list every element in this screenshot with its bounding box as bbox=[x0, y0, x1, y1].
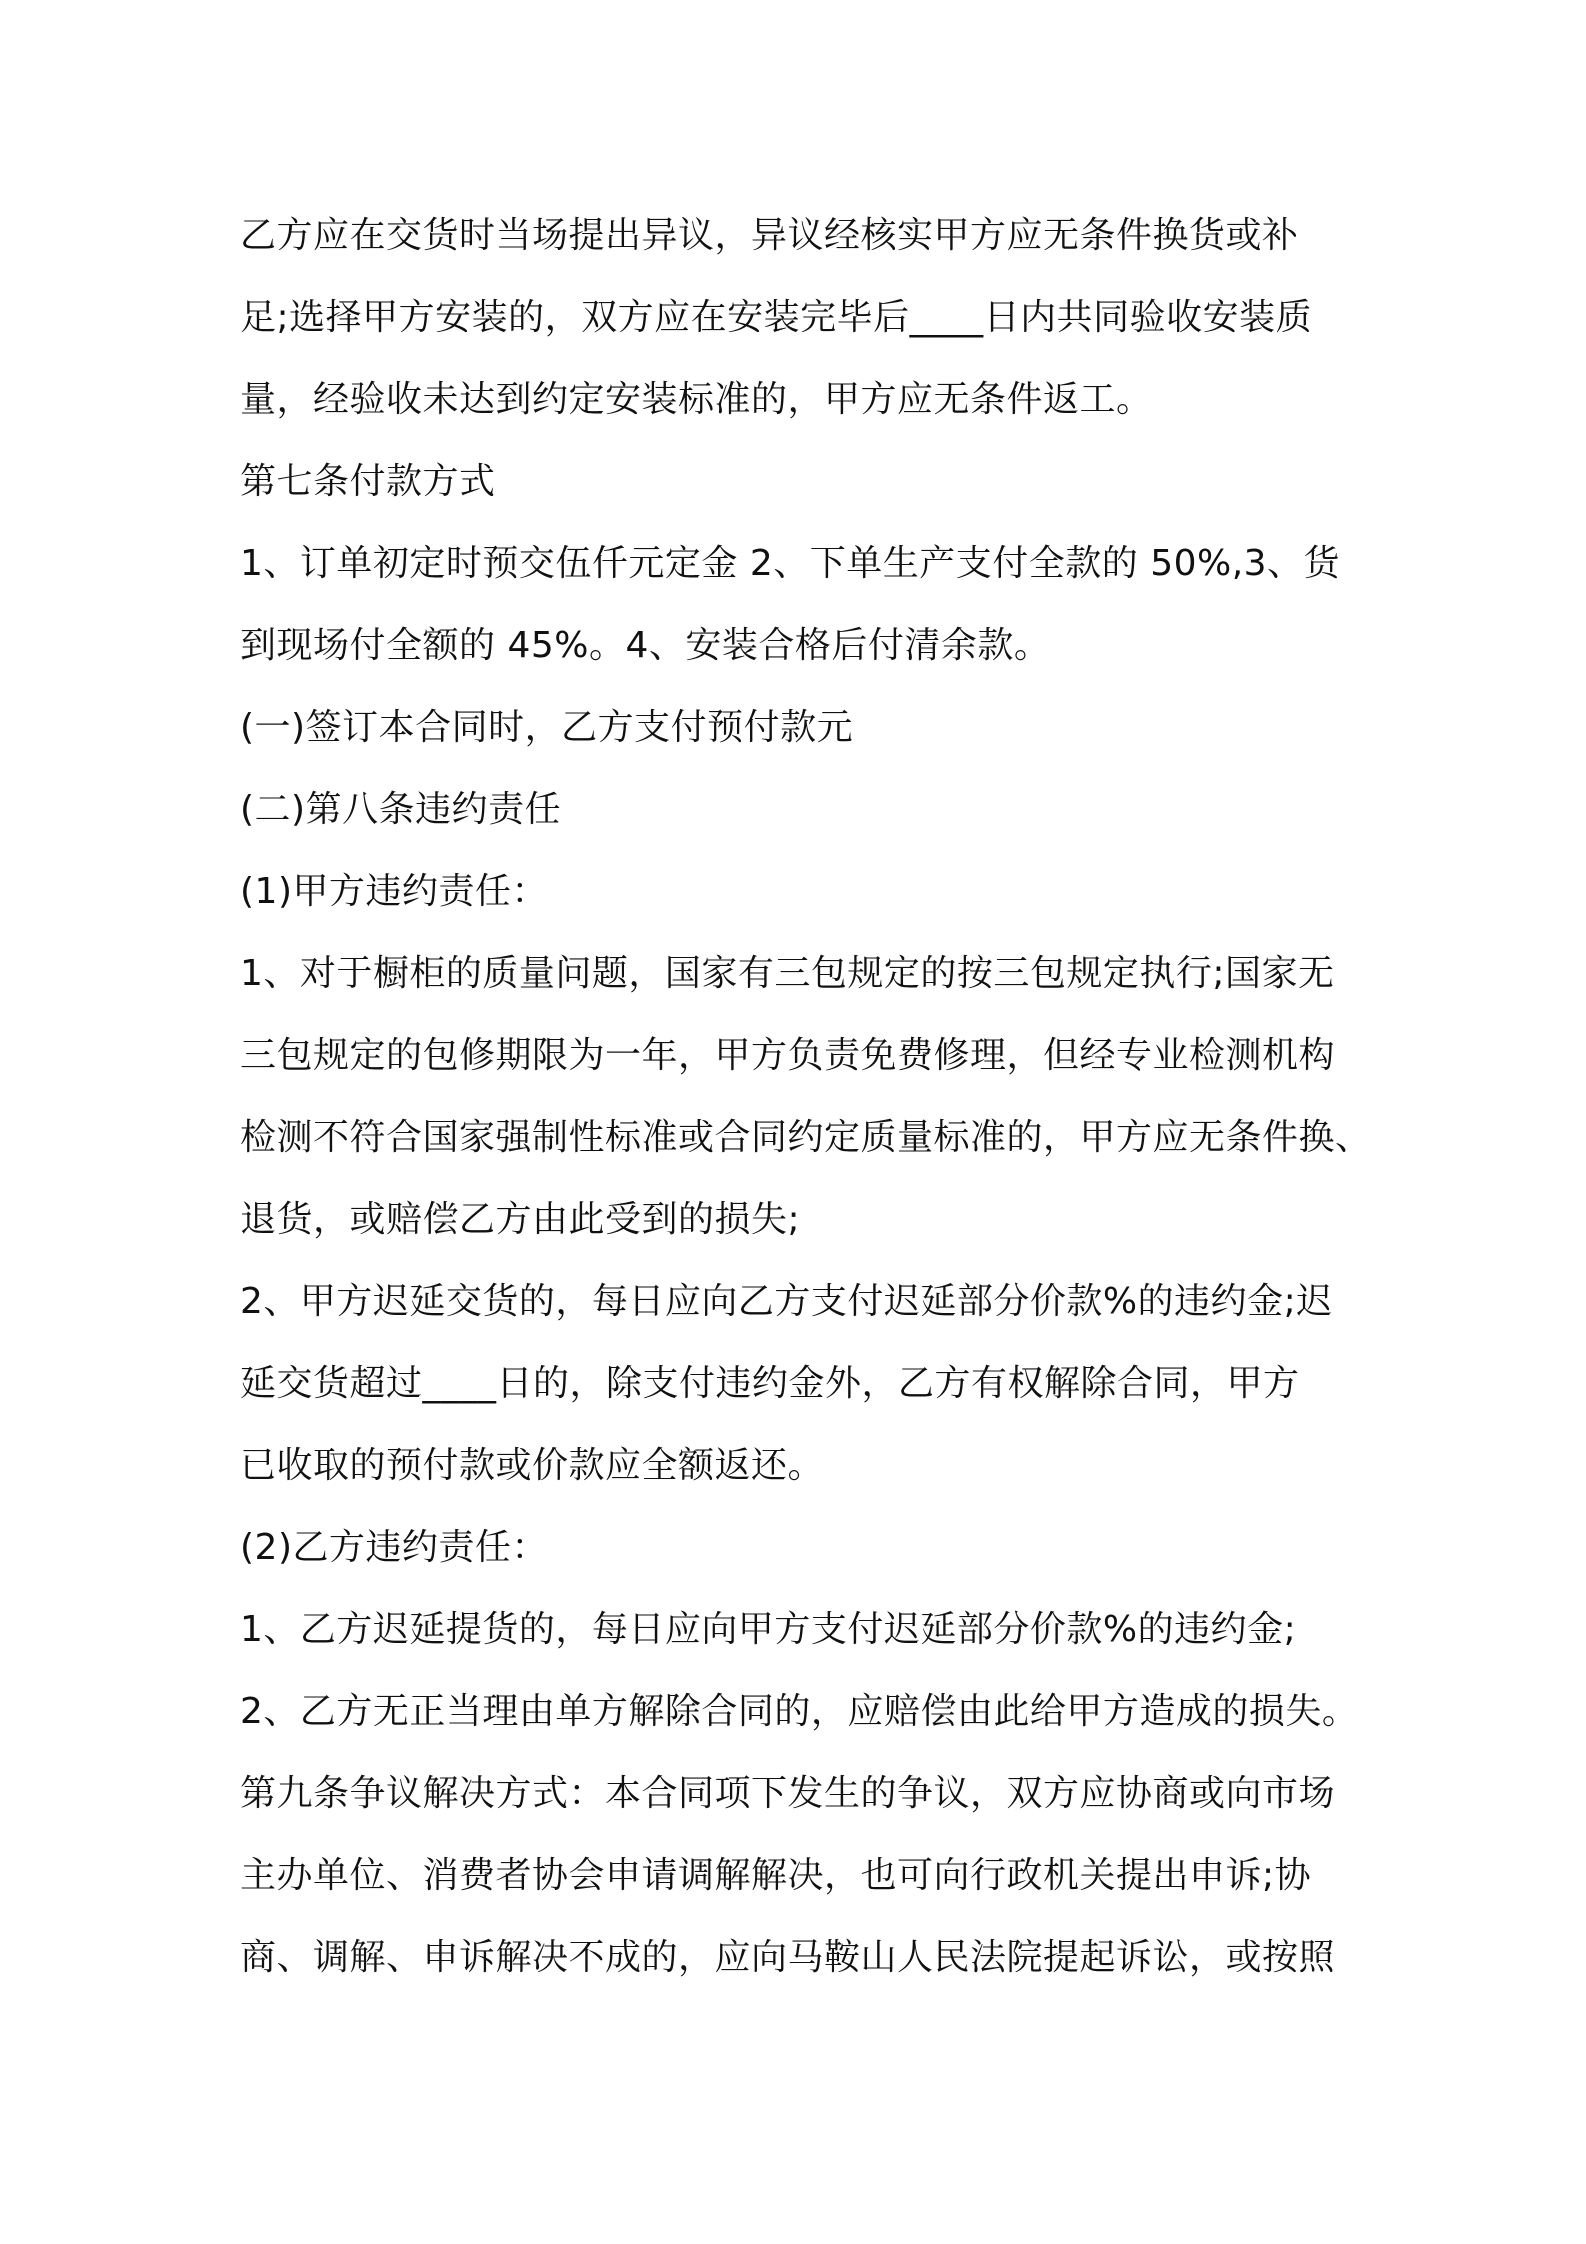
text-line: (一)签订本合同时，乙方支付预付款元 bbox=[240, 707, 854, 748]
text-line: 乙方应在交货时当场提出异议，异议经核实甲方应无条件换货或补 bbox=[240, 215, 1299, 256]
text-line: 量，经验收未达到约定安装标准的，甲方应无条件返工。 bbox=[240, 379, 1153, 420]
subheading-party-b-liability: (2)乙方违约责任： bbox=[240, 1527, 548, 1568]
text-line: 检测不符合国家强制性标准或合同约定质量标准的，甲方应无条件换、 bbox=[240, 1117, 1372, 1158]
contract-text-body bbox=[240, 195, 1370, 1999]
section-heading-article-8: (二)第八条违约责任 bbox=[240, 789, 562, 830]
text-line: 2、甲方迟延交货的，每日应向乙方支付迟延部分价款%的违约金;迟 bbox=[240, 1281, 1333, 1322]
subheading-party-a-liability: (1)甲方违约责任： bbox=[240, 871, 548, 912]
text-line: 主办单位、消费者协会申请调解解决，也可向行政机关提出申诉;协 bbox=[240, 1855, 1312, 1896]
section-heading-article-7: 第七条付款方式 bbox=[240, 461, 496, 502]
text-line: 退货，或赔偿乙方由此受到的损失; bbox=[240, 1199, 801, 1240]
text-line: 1、订单初定时预交伍仟元定金 2、下单生产支付全款的 50%,3、货 bbox=[240, 543, 1341, 584]
text-line: 2、乙方无正当理由单方解除合同的，应赔偿由此给甲方造成的损失。 bbox=[240, 1691, 1359, 1732]
text-line: 商、调解、申诉解决不成的，应向马鞍山人民法院提起诉讼，或按照 bbox=[240, 1937, 1336, 1978]
text-line: 1、对于橱柜的质量问题，国家有三包规定的按三包规定执行;国家无 bbox=[240, 953, 1335, 994]
text-line: 延交货超过____日的，除支付违约金外，乙方有权解除合同，甲方 bbox=[240, 1363, 1300, 1404]
text-line: 1、乙方迟延提货的，每日应向甲方支付迟延部分价款%的违约金; bbox=[240, 1609, 1297, 1650]
text-line: 足;选择甲方安装的，双方应在安装完毕后____日内共同验收安装质 bbox=[240, 297, 1313, 338]
text-line: 到现场付全额的 45%。4、安装合格后付清余款。 bbox=[240, 625, 1051, 666]
section-heading-article-9: 第九条争议解决方式：本合同项下发生的争议，双方应协商或向市场 bbox=[240, 1773, 1336, 1814]
text-line: 三包规定的包修期限为一年，甲方负责免费修理，但经专业检测机构 bbox=[240, 1035, 1336, 1076]
text-line: 已收取的预付款或价款应全额返还。 bbox=[240, 1445, 825, 1486]
